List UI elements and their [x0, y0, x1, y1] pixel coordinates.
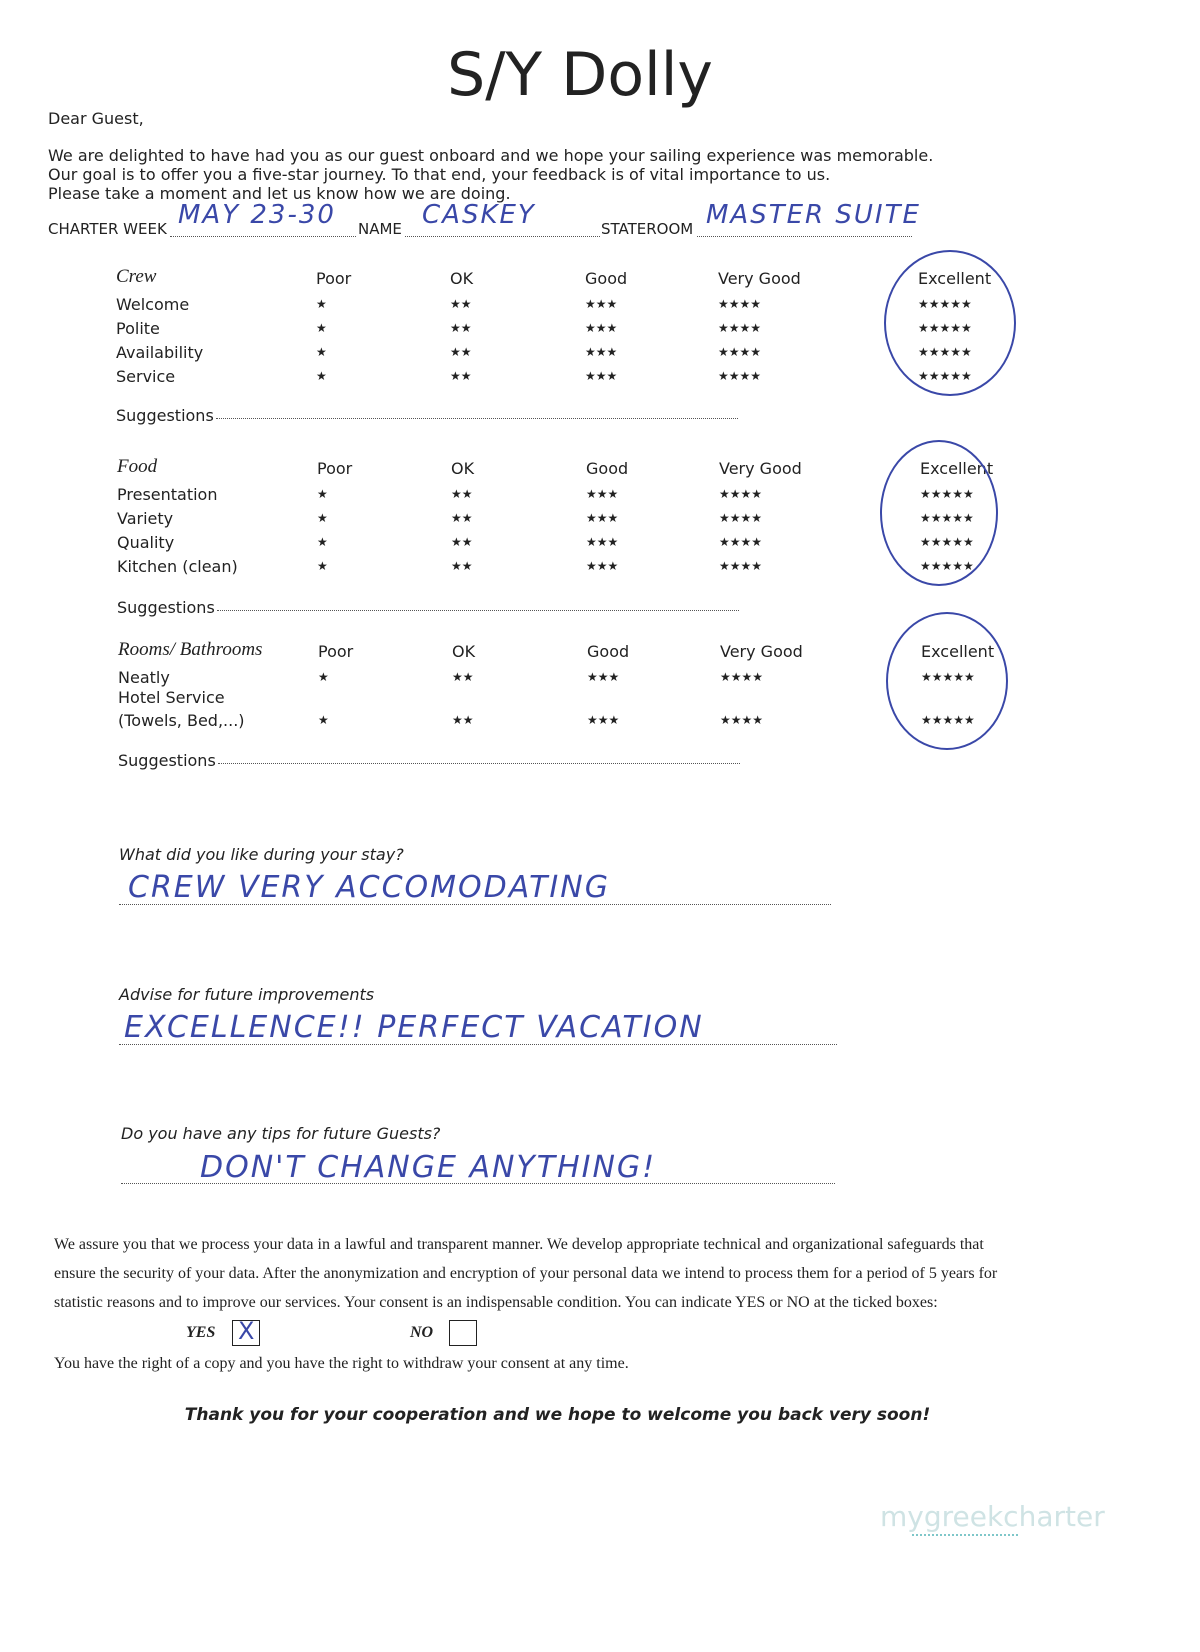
star-rating[interactable]: ★★★★★ [920, 559, 974, 573]
intro-line-3: Please take a moment and let us know how we are doing. [48, 184, 511, 203]
star-rating[interactable]: ★ [316, 369, 327, 383]
crew-row-service: Service [116, 367, 176, 386]
rooms-row-towels: (Towels, Bed,...) [118, 711, 245, 730]
star-rating[interactable]: ★ [316, 321, 327, 335]
col-ok: OK [450, 269, 474, 288]
col-very-good: Very Good [720, 642, 803, 661]
star-rating[interactable]: ★★★★★ [921, 713, 975, 727]
col-very-good: Very Good [718, 269, 801, 288]
question-tips-label: Do you have any tips for future Guests? [121, 1124, 441, 1143]
star-rating[interactable]: ★ [318, 713, 329, 727]
excellent-circle-mark [886, 612, 1008, 750]
star-rating[interactable]: ★★★ [585, 369, 618, 383]
legal-line-2: ensure the security of your data. After the anonymization and encryption of your personal data we intend to process them for a period of 5 years for [54, 1265, 998, 1282]
question-tips-answer[interactable]: DON'T CHANGE ANYTHING! [200, 1150, 657, 1185]
star-rating[interactable]: ★★★★★ [918, 321, 972, 335]
star-rating[interactable]: ★ [317, 535, 328, 549]
star-rating[interactable]: ★★★★ [718, 297, 762, 311]
excellent-circle-mark [880, 440, 998, 586]
star-rating[interactable]: ★★★★ [718, 345, 762, 359]
star-rating[interactable]: ★★★★ [719, 487, 763, 501]
food-row-quality: Quality [117, 533, 175, 552]
question-liked-answer[interactable]: CREW VERY ACCOMODATING [128, 870, 610, 905]
rooms-suggestions-label: Suggestions [118, 751, 216, 770]
legal-line-1: We assure you that we process your data in a lawful and transparent manner. We develop appropriate technical and organizational safeguards that [54, 1236, 984, 1253]
star-rating[interactable]: ★★★ [585, 297, 618, 311]
food-suggestions-label: Suggestions [117, 598, 215, 617]
star-rating[interactable]: ★★★★ [719, 559, 763, 573]
check-mark-icon: X [238, 1317, 255, 1345]
thank-you-message: Thank you for your cooperation and we hope to welcome you back very soon! [184, 1405, 931, 1425]
star-rating[interactable]: ★★★★ [718, 369, 762, 383]
star-rating[interactable]: ★ [317, 559, 328, 573]
page-title: S/Y Dolly [447, 40, 713, 110]
name-value[interactable]: CASKEY [422, 200, 536, 230]
intro-line-2: Our goal is to offer you a five-star journey. To that end, your feedback is of vital importance to us. [48, 165, 831, 184]
charter-week-label: CHARTER WEEK [48, 220, 167, 238]
star-rating[interactable]: ★★★ [586, 559, 619, 573]
food-row-kitchen: Kitchen (clean) [117, 557, 238, 576]
star-rating[interactable]: ★ [316, 345, 327, 359]
col-good: Good [587, 642, 630, 661]
rooms-row-hotel-service: Hotel Service [118, 688, 225, 707]
question-improvements-label: Advise for future improvements [119, 985, 375, 1004]
star-rating[interactable]: ★★★★★ [921, 670, 975, 684]
food-row-presentation: Presentation [117, 485, 218, 504]
star-rating[interactable]: ★★★★★ [918, 297, 972, 311]
stateroom-label: STATEROOM [601, 220, 694, 238]
col-ok: OK [452, 642, 476, 661]
crew-row-polite: Polite [116, 319, 160, 338]
col-ok: OK [451, 459, 475, 478]
star-rating[interactable]: ★★★ [586, 511, 619, 525]
star-rating[interactable]: ★★★★ [720, 713, 764, 727]
watermark-wave-icon [912, 1534, 1018, 1540]
rooms-suggestions-field[interactable] [218, 763, 740, 764]
star-rating[interactable]: ★★★★★ [918, 345, 972, 359]
consent-rights: You have the right of a copy and you have the right to withdraw your consent at any time. [54, 1355, 629, 1372]
col-excellent: Excellent [921, 642, 995, 661]
star-rating[interactable]: ★★ [450, 369, 472, 383]
star-rating[interactable]: ★★★★ [719, 535, 763, 549]
consent-yes-checkbox[interactable] [232, 1317, 260, 1346]
star-rating[interactable]: ★ [317, 511, 328, 525]
consent-yes-label: YES [186, 1324, 216, 1341]
star-rating[interactable]: ★★★★★ [920, 511, 974, 525]
stateroom-value[interactable]: MASTER SUITE [706, 200, 921, 230]
star-rating[interactable]: ★★★★ [720, 670, 764, 684]
question-improvements-answer[interactable]: EXCELLENCE!! PERFECT VACATION [124, 1010, 704, 1045]
col-excellent: Excellent [920, 459, 994, 478]
stateroom-line [697, 236, 912, 237]
star-rating[interactable]: ★★★ [587, 670, 620, 684]
star-rating[interactable]: ★★★★★ [920, 535, 974, 549]
rooms-row-neatly: Neatly [118, 668, 170, 687]
crew-row-welcome: Welcome [116, 295, 190, 314]
star-rating[interactable]: ★★ [451, 559, 473, 573]
star-rating[interactable]: ★★★ [586, 535, 619, 549]
star-rating[interactable]: ★ [316, 297, 327, 311]
star-rating[interactable]: ★★★ [586, 487, 619, 501]
col-good: Good [585, 269, 628, 288]
crew-row-availability: Availability [116, 343, 204, 362]
question-liked-label: What did you like during your stay? [119, 845, 404, 864]
crew-suggestions-field[interactable] [216, 418, 738, 419]
star-rating[interactable]: ★★★★★ [918, 369, 972, 383]
star-rating[interactable]: ★★★ [585, 345, 618, 359]
col-excellent: Excellent [918, 269, 992, 288]
star-rating[interactable]: ★★ [450, 321, 472, 335]
food-suggestions-field[interactable] [217, 610, 739, 611]
greeting: Dear Guest, [48, 109, 144, 128]
consent-no-checkbox[interactable] [449, 1320, 477, 1346]
charter-week-line [170, 236, 356, 237]
crew-suggestions-label: Suggestions [116, 406, 214, 425]
section-rooms-title: Rooms/ Bathrooms [118, 639, 263, 660]
star-rating[interactable]: ★★ [452, 713, 474, 727]
excellent-circle-mark [884, 250, 1016, 396]
col-good: Good [586, 459, 629, 478]
star-rating[interactable]: ★★★★ [718, 321, 762, 335]
star-rating[interactable]: ★★★★ [719, 511, 763, 525]
star-rating[interactable]: ★★ [450, 297, 472, 311]
star-rating[interactable]: ★★ [451, 535, 473, 549]
food-row-variety: Variety [117, 509, 174, 528]
star-rating[interactable]: ★★★ [587, 713, 620, 727]
section-food-title: Food [117, 456, 158, 477]
star-rating[interactable]: ★★ [451, 511, 473, 525]
star-rating[interactable]: ★ [318, 670, 329, 684]
col-poor: Poor [318, 642, 354, 661]
name-line [405, 236, 600, 237]
col-poor: Poor [317, 459, 353, 478]
star-rating[interactable]: ★★ [450, 345, 472, 359]
legal-line-3: statistic reasons and to improve our services. Your consent is an indispensable condition. You can indicate YES or NO at the ticked boxes: [54, 1294, 938, 1311]
star-rating[interactable]: ★★ [452, 670, 474, 684]
watermark-logo: mygreekcharter [880, 1500, 1105, 1533]
charter-week-value[interactable]: MAY 23-30 [178, 200, 336, 230]
star-rating[interactable]: ★★★★★ [920, 487, 974, 501]
name-label: NAME [358, 220, 402, 238]
star-rating[interactable]: ★★ [451, 487, 473, 501]
star-rating[interactable]: ★ [317, 487, 328, 501]
col-very-good: Very Good [719, 459, 802, 478]
intro-line-1: We are delighted to have had you as our guest onboard and we hope your sailing experience was memorable. [48, 146, 934, 165]
star-rating[interactable]: ★★★ [585, 321, 618, 335]
consent-no-label: NO [410, 1324, 434, 1341]
section-crew-title: Crew [116, 266, 157, 287]
col-poor: Poor [316, 269, 352, 288]
